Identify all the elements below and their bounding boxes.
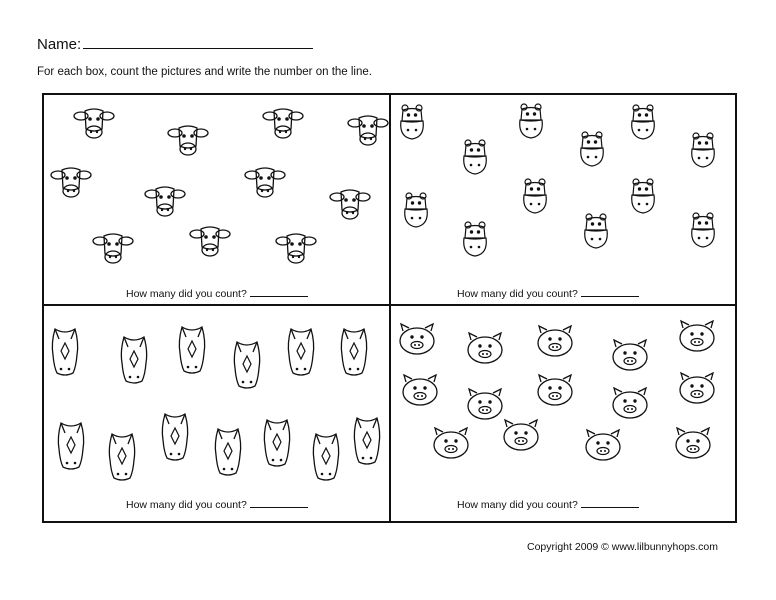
hippo-icon: [401, 105, 424, 139]
pig-icon: [613, 340, 647, 370]
name-field[interactable]: [37, 34, 313, 53]
cow-icon: [245, 168, 285, 197]
prompt-hippos: [457, 287, 639, 300]
answer-line-horses[interactable]: [250, 498, 308, 508]
horse-icon: [52, 329, 77, 375]
answer-line-hippos[interactable]: [581, 287, 639, 297]
hippo-pictures: [391, 95, 737, 304]
horse-icon: [121, 337, 146, 383]
prompt-text: How many did you count?: [126, 499, 247, 511]
pig-icon: [434, 428, 468, 458]
cow-icon: [348, 116, 388, 145]
hippo-icon: [581, 132, 604, 166]
prompt-text: How many did you count?: [457, 499, 578, 511]
horse-icon: [354, 418, 379, 464]
instructions-text: For each box, count the pictures and write the number on the line.: [37, 66, 372, 78]
horse-icon: [288, 329, 313, 375]
pig-icon: [586, 430, 620, 460]
hippo-icon: [632, 179, 655, 213]
cow-icon: [263, 109, 303, 138]
horse-icon: [264, 420, 289, 466]
horse-icon: [234, 342, 259, 388]
box-cows: [44, 95, 389, 304]
pig-icon: [676, 428, 710, 458]
hippo-icon: [692, 133, 715, 167]
cow-icon: [276, 234, 316, 263]
prompt-cows: [126, 287, 308, 300]
prompt-pigs: [457, 498, 639, 511]
hippo-icon: [520, 104, 543, 138]
box-hippos: [391, 95, 737, 304]
hippo-icon: [692, 213, 715, 247]
hippo-icon: [632, 105, 655, 139]
pig-icon: [403, 375, 437, 405]
pig-icon: [680, 321, 714, 351]
horse-icon: [313, 434, 338, 480]
cow-icon: [190, 227, 230, 256]
pig-icon: [613, 388, 647, 418]
pig-pictures: [391, 306, 737, 523]
pig-icon: [538, 326, 572, 356]
pig-icon: [680, 373, 714, 403]
cow-icon: [51, 168, 91, 197]
hippo-icon: [464, 140, 487, 174]
horse-icon: [215, 429, 240, 475]
box-pigs: [391, 306, 737, 523]
cow-icon: [93, 234, 133, 263]
pig-icon: [468, 333, 502, 363]
horse-icon: [109, 434, 134, 480]
hippo-icon: [585, 214, 608, 248]
horse-icon: [162, 414, 187, 460]
cow-icon: [145, 187, 185, 216]
name-blank-line[interactable]: [83, 34, 313, 49]
horse-pictures: [44, 306, 389, 523]
answer-line-pigs[interactable]: [581, 498, 639, 508]
cow-icon: [168, 126, 208, 155]
name-label: Name:: [37, 36, 82, 53]
hippo-icon: [464, 222, 487, 256]
counting-grid: [42, 93, 737, 523]
cow-icon: [74, 109, 114, 138]
pig-icon: [504, 420, 538, 450]
prompt-text: How many did you count?: [126, 288, 247, 300]
prompt-text: How many did you count?: [457, 288, 578, 300]
answer-line-cows[interactable]: [250, 287, 308, 297]
pig-icon: [538, 375, 572, 405]
horse-icon: [179, 327, 204, 373]
prompt-horses: [126, 498, 308, 511]
copyright-text: Copyright 2009 © www.lilbunnyhops.com: [527, 541, 718, 553]
horse-icon: [341, 329, 366, 375]
pig-icon: [468, 389, 502, 419]
hippo-icon: [524, 179, 547, 213]
hippo-icon: [405, 193, 428, 227]
box-horses: [44, 306, 389, 523]
cow-icon: [330, 190, 370, 219]
horse-icon: [58, 423, 83, 469]
cow-pictures: [44, 95, 389, 304]
pig-icon: [400, 324, 434, 354]
